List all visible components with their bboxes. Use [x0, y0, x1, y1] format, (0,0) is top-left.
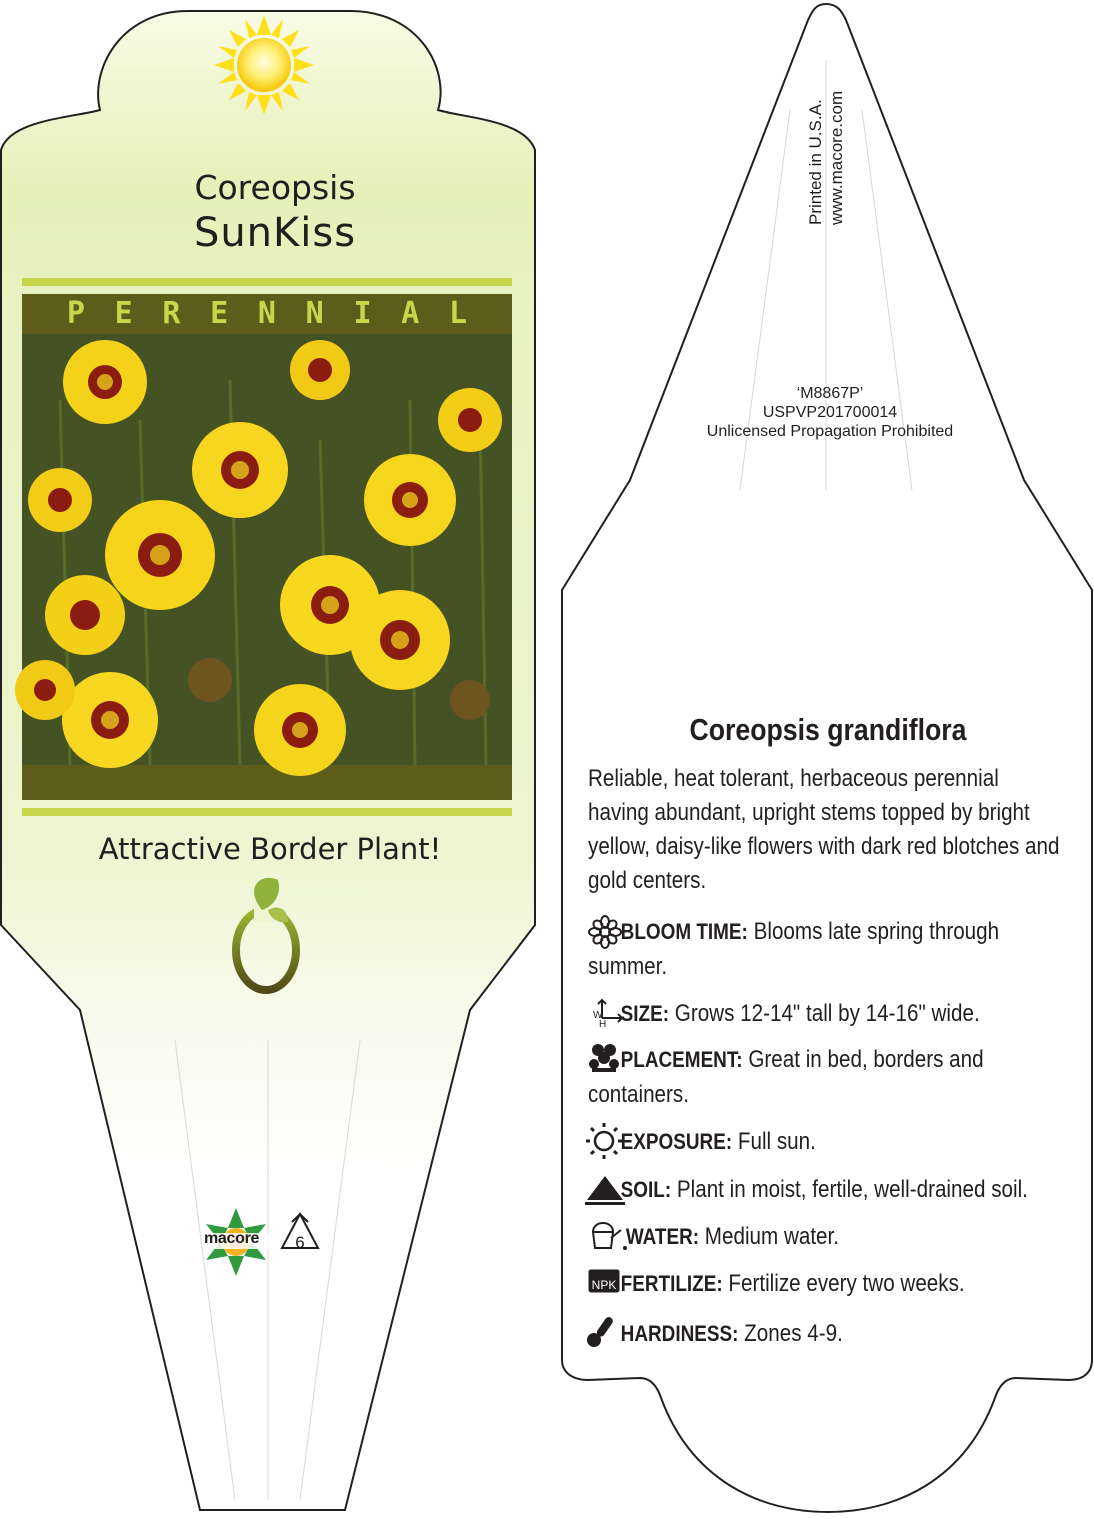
care-item-bloom [588, 914, 1070, 984]
category-letter: R [162, 296, 181, 331]
tagline: Attractive Border Plant! [98, 832, 442, 866]
care-item-soil [588, 1172, 1070, 1207]
care-text: Great in bed, borders and containers. [588, 1046, 984, 1108]
care-text: Medium water. [704, 1223, 840, 1250]
flower-photo [15, 334, 512, 776]
lime-rule-bottom [22, 808, 512, 816]
care-label: SOIL: [620, 1177, 672, 1202]
care-label: BLOOM TIME: [620, 919, 748, 944]
size-icon-w-label: W [593, 1010, 603, 1021]
care-label: FERTILIZE: [620, 1271, 723, 1296]
category-letter: N [257, 296, 276, 331]
category-letter: N [305, 296, 324, 331]
recycle-code: 6 [295, 1233, 305, 1252]
care-text: Full sun. [737, 1128, 816, 1155]
care-label: PLACEMENT: [620, 1047, 743, 1072]
care-item-size [588, 996, 1070, 1031]
care-text: Zones 4-9. [744, 1320, 843, 1347]
category-letter: A [401, 296, 420, 331]
size-icon-h-label: H [599, 1019, 607, 1030]
olive-band-bottom [22, 765, 512, 800]
category-letter: I [353, 296, 372, 331]
care-item-placement [588, 1042, 1070, 1112]
category-letter: L [448, 296, 468, 331]
care-label: HARDINESS: [620, 1321, 739, 1346]
care-label: SIZE: [620, 1001, 670, 1026]
category-letter: E [210, 296, 229, 331]
category-letter: E [114, 296, 133, 331]
brand-name: macore [204, 1230, 260, 1247]
care-label: EXPOSURE: [620, 1129, 733, 1154]
care-label: WATER: [625, 1224, 700, 1249]
variety-title: SunKiss [193, 210, 357, 256]
print-info [805, 60, 865, 240]
care-text: Fertilize every two weeks. [728, 1270, 965, 1297]
legal-block [620, 384, 1040, 441]
care-item-fertilize [588, 1266, 1070, 1301]
care-text: Grows 12-14" tall by 14-16" wide. [674, 1000, 980, 1027]
species-name: Coreopsis grandiflora [689, 712, 967, 747]
care-item-exposure [588, 1124, 1070, 1159]
care-text: Blooms late spring through summer. [588, 918, 1000, 980]
care-item-hardiness [588, 1316, 1070, 1351]
legal-notice: Unlicensed Propagation Prohibited [706, 423, 954, 440]
care-item-water [588, 1219, 1070, 1254]
genus-title: Coreopsis [194, 168, 356, 207]
print-line-website: www.macore.com [827, 90, 846, 225]
print-line-country: Printed in U.S.A. [806, 99, 825, 225]
category-letter: P [66, 296, 85, 331]
lime-rule-top [22, 278, 512, 286]
plant-description: Reliable, heat tolerant, herbaceous perennial having abundant, upright stems topped by bright yellow, daisy-like flowers with dark red blotches and gold centers. [588, 765, 1060, 894]
cultivar-name: ‘M8867P’ [796, 385, 864, 402]
category-label [22, 294, 512, 334]
npk-icon-label: NPK [591, 1278, 617, 1292]
sun-icon [214, 15, 314, 115]
patent-number: USPVP201700014 [762, 404, 898, 421]
care-text: Plant in moist, fertile, well-drained soil. [676, 1176, 1028, 1203]
